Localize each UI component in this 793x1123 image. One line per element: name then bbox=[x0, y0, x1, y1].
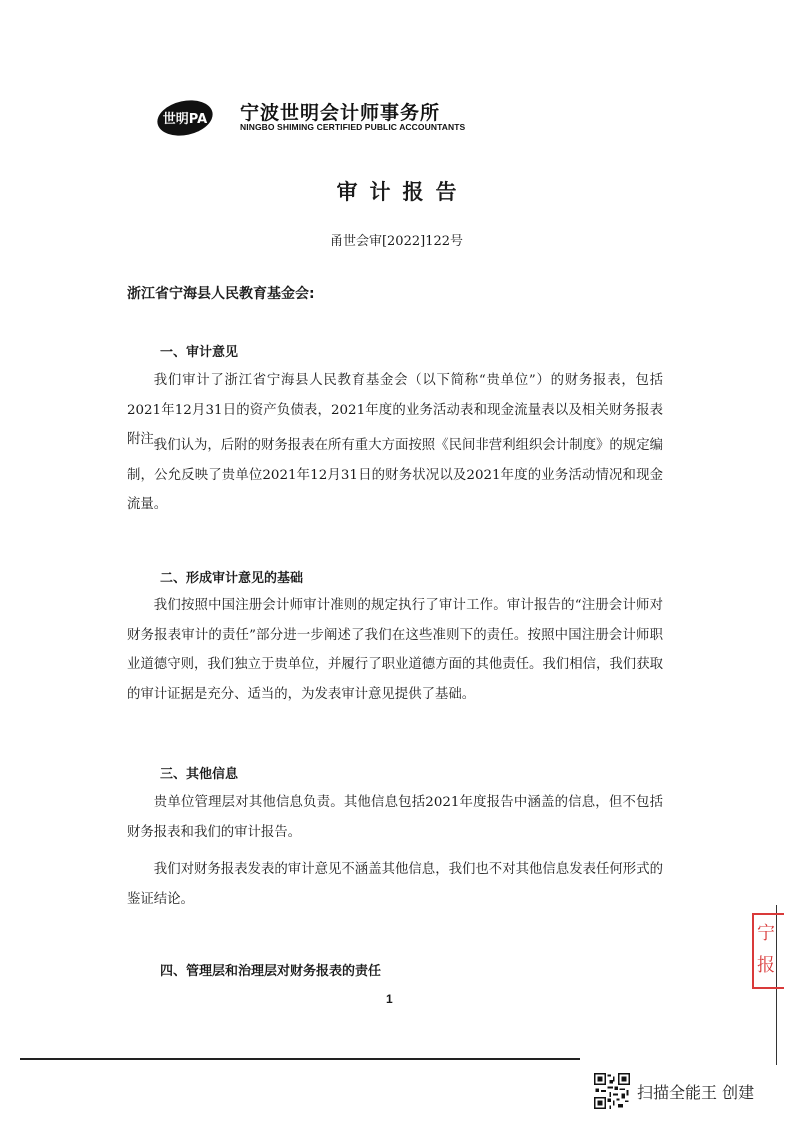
paragraph: 我们对财务报表发表的审计意见不涵盖其他信息，我们也不对其他信息发表任何形式的鉴证结论。 bbox=[127, 862, 663, 907]
addressee: 浙江省宁海县人民教育基金会: bbox=[127, 286, 315, 302]
section-heading-other-info: 三、其他信息 bbox=[160, 767, 239, 782]
scan-edge-line bbox=[20, 1058, 580, 1060]
section-heading-basis: 二、形成审计意见的基础 bbox=[160, 571, 304, 586]
section-heading-audit-opinion: 一、审计意见 bbox=[160, 345, 239, 360]
logo-text: 世明PA bbox=[162, 112, 208, 127]
paragraph: 我们认为，后附的财务报表在所有重大方面按照《民间非营利组织会计制度》的规定编制，公允反映了贵单位2021年12月31日的财务状况以及2021年度的业务活动情况和现金流量。 bbox=[127, 438, 663, 512]
report-title: 审计报告 bbox=[336, 180, 469, 204]
qr-code-icon bbox=[594, 1073, 630, 1109]
seal-stamp-text: 宁 报 bbox=[757, 923, 775, 976]
paragraph: 贵单位管理层对其他信息负责。其他信息包括2021年度报告中涵盖的信息，但不包括财务报表和我们的审计报告。 bbox=[127, 795, 663, 840]
section-heading-management-responsibility: 四、管理层和治理层对财务报表的责任 bbox=[160, 964, 382, 979]
scanner-watermark: 扫描全能王 创建 bbox=[637, 1083, 755, 1102]
firm-name-english: NINGBO SHIMING CERTIFIED PUBLIC ACCOUNTANTS bbox=[240, 122, 466, 132]
firm-logo bbox=[155, 96, 235, 140]
page-number: 1 bbox=[386, 992, 393, 1006]
firm-name: 宁波世明会计师事务所 bbox=[240, 102, 441, 124]
report-number: 甬世会审[2022]122号 bbox=[329, 234, 464, 249]
paragraph: 我们审计了浙江省宁海县人民教育基金会（以下简称“贵单位”）的财务报表，包括2021年12月31日的资产负债表，2021年度的业务活动表和现金流量表以及相关财务报表附注。 bbox=[127, 373, 663, 447]
paragraph: 我们按照中国注册会计师审计准则的规定执行了审计工作。审计报告的“注册会计师对财务报表审计的责任”部分进一步阐述了我们在这些准则下的责任。按照中国注册会计师职业道德守则，我们独立于贵单位，并履行了职业道德方面的其他责任。我们相信，我们获取的审计证据是充分、适当的，为发表审计意见提供了基础。 bbox=[127, 598, 663, 702]
